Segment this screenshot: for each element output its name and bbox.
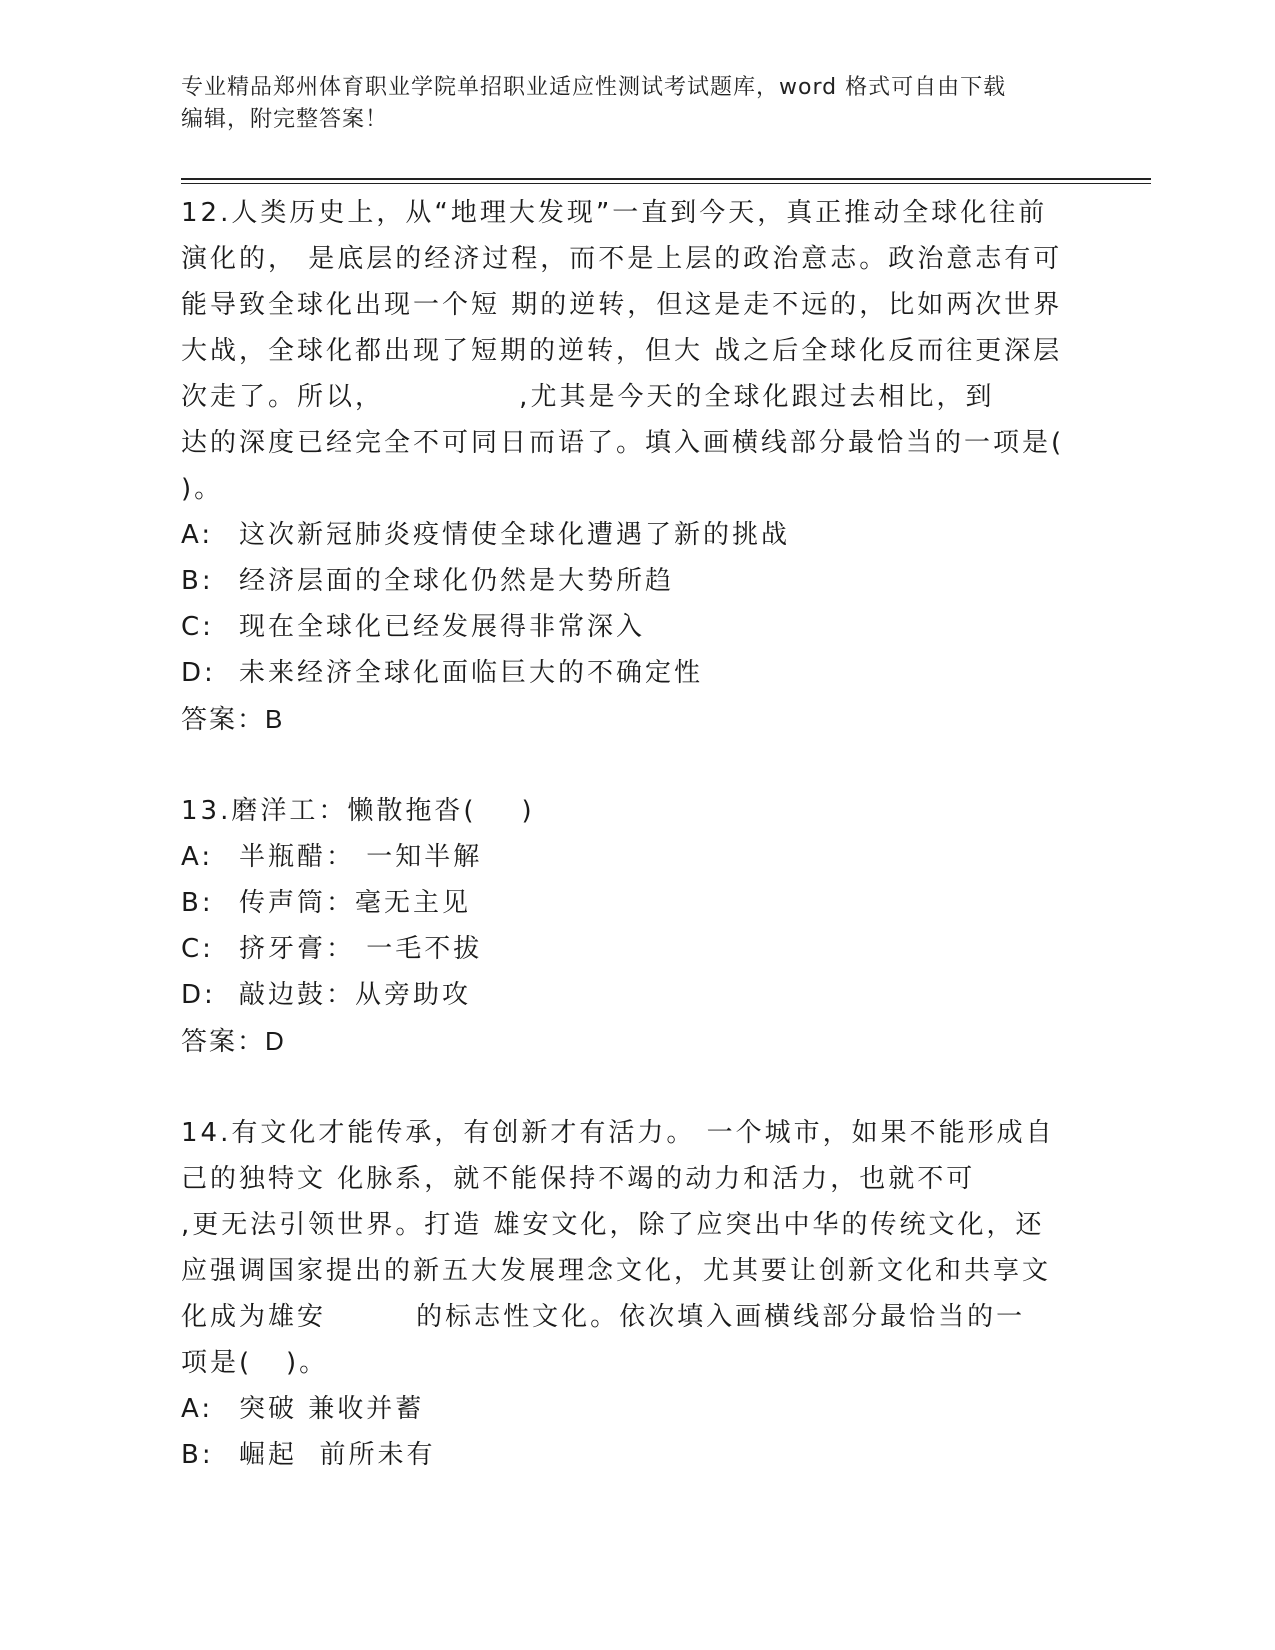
stem-line: 14.有文化才能传承，有创新才有活力。 一个城市，如果不能形成自 — [181, 1118, 1055, 1148]
option-b — [181, 558, 1081, 604]
option-key: A: — [181, 520, 214, 550]
question-list — [181, 190, 1081, 1478]
option-a — [181, 512, 1081, 558]
question-stem — [181, 788, 1081, 834]
question-12 — [181, 190, 1081, 742]
option-text: 突破 兼收并蓄 — [239, 1394, 425, 1424]
option-text: 敲边鼓：从旁助攻 — [239, 980, 472, 1010]
option-c — [181, 926, 1081, 972]
option-a — [181, 834, 1081, 880]
stem-line: 大战，全球化都出现了短期的逆转，但大 战之后全球化反而往更深层 — [181, 336, 1063, 366]
stem-line: 演化的， 是底层的经济过程，而不是上层的政治意志。政治意志有可 — [181, 244, 1063, 274]
option-d — [181, 650, 1081, 696]
option-key: A: — [181, 1394, 214, 1424]
option-a — [181, 1386, 1081, 1432]
stem-line: 13.磨洋工：懒散拖沓( ) — [181, 796, 535, 826]
page-header — [181, 72, 1051, 136]
option-d — [181, 972, 1081, 1018]
option-key: B: — [181, 888, 214, 918]
option-text: 崛起 前所未有 — [239, 1440, 436, 1470]
option-c — [181, 604, 1081, 650]
header-line-1: 专业精品郑州体育职业学院单招职业适应性测试考试题库，word 格式可自由下载 — [181, 75, 1007, 100]
option-key: D: — [181, 658, 216, 688]
header-rule-thin — [181, 183, 1151, 184]
option-text: 未来经济全球化面临巨大的不确定性 — [239, 658, 704, 688]
stem-line: 化成为雄安 的标志性文化。依次填入画横线部分最恰当的一 — [181, 1302, 1026, 1332]
option-text: 这次新冠肺炎疫情使全球化遭遇了新的挑战 — [239, 520, 791, 550]
stem-line: 次走了。所以， ,尤其是今天的全球化跟过去相比，到 — [181, 382, 995, 412]
question-13 — [181, 788, 1081, 1064]
option-text: 现在全球化已经发展得非常深入 — [239, 612, 646, 642]
option-key: D: — [181, 980, 216, 1010]
stem-line: )。 — [181, 474, 224, 504]
option-key: A: — [181, 842, 214, 872]
stem-line: ,更无法引领世界。打造 雄安文化，除了应突出中华的传统文化，还 — [181, 1210, 1045, 1240]
stem-line: 己的独特文 化脉系，就不能保持不竭的动力和活力，也就不可 — [181, 1164, 976, 1194]
header-rule-thick — [181, 178, 1151, 180]
stem-line: 项是( )。 — [181, 1348, 329, 1378]
spacer — [181, 742, 1081, 788]
answer-line: 答案：D — [181, 1026, 286, 1056]
stem-line: 应强调国家提出的新五大发展理念文化，尤其要让创新文化和共享文 — [181, 1256, 1052, 1286]
stem-line: 达的深度已经完全不可同日而语了。填入画横线部分最恰当的一项是( — [181, 428, 1065, 458]
question-stem — [181, 190, 1081, 512]
option-key: C: — [181, 612, 214, 642]
option-text: 半瓶醋： 一知半解 — [239, 842, 483, 872]
option-text: 传声筒：毫无主见 — [239, 888, 472, 918]
header-line-2: 编辑，附完整答案！ — [181, 107, 389, 132]
answer-line: 答案：B — [181, 704, 285, 734]
spacer — [181, 1064, 1081, 1110]
option-text: 挤牙膏： 一毛不拔 — [239, 934, 483, 964]
option-key: B: — [181, 1440, 214, 1470]
question-14 — [181, 1110, 1081, 1478]
option-key: B: — [181, 566, 214, 596]
option-b — [181, 880, 1081, 926]
option-text: 经济层面的全球化仍然是大势所趋 — [239, 566, 675, 596]
option-b — [181, 1432, 1081, 1478]
question-stem — [181, 1110, 1081, 1386]
stem-line: 能导致全球化出现一个短 期的逆转，但这是走不远的，比如两次世界 — [181, 290, 1063, 320]
stem-line: 12.人类历史上，从“地理大发现”一直到今天，真正推动全球化往前 — [181, 198, 1048, 228]
option-key: C: — [181, 934, 214, 964]
